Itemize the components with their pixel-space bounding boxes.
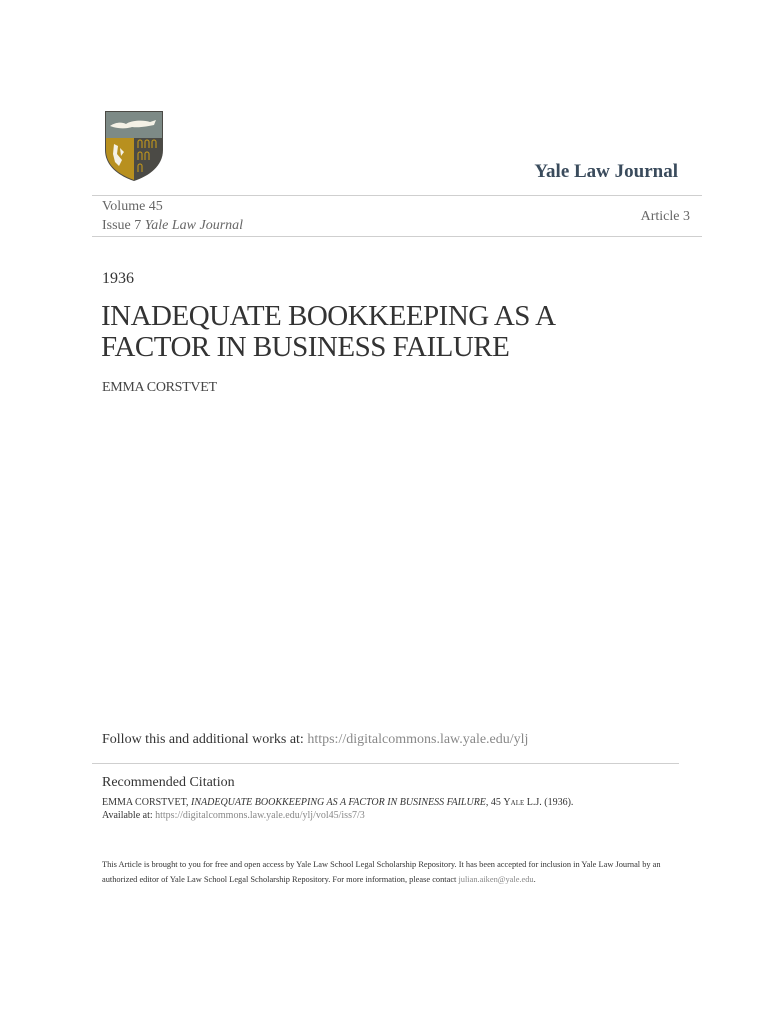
- citation-title: INADEQUATE BOOKKEEPING AS A FACTOR IN BUSINESS FAILURE: [191, 797, 486, 808]
- follow-text: Follow this and additional works at:: [102, 732, 304, 747]
- recommended-citation-heading: Recommended Citation: [102, 775, 235, 790]
- citation-author: EMMA CORSTVET,: [102, 797, 189, 808]
- citation-line: [102, 796, 702, 809]
- citation-journal: Yale: [503, 797, 525, 808]
- yale-law-shield-icon: [104, 110, 164, 182]
- publication-year: 1936: [102, 270, 134, 287]
- article-label: Article 3: [640, 209, 690, 224]
- available-label: Available at:: [102, 810, 153, 821]
- available-line: [102, 809, 702, 822]
- notice-text: This Article is brought to you for free and open access by Yale Law School Legal Scholarship Repository. It has been accepted for inclusion in Yale Law Journal by an authorized editor of Yale Law School Legal Scholarship Repository. For more information, please contact: [102, 860, 661, 884]
- contact-email-link[interactable]: julian.aiken@yale.edu: [458, 874, 534, 884]
- article-title: INADEQUATE BOOKKEEPING AS A FACTOR IN BUSINESS FAILURE: [101, 300, 554, 363]
- journal-name: Yale Law Journal: [534, 161, 678, 182]
- volume-label: Volume 45: [102, 199, 163, 214]
- citation-divider: [92, 763, 679, 764]
- notice-end: .: [533, 874, 536, 884]
- article-author: EMMA CORSTVET: [102, 380, 217, 395]
- follow-line: [102, 732, 528, 748]
- issue-journal: Yale Law Journal: [144, 218, 244, 233]
- issue-number: Issue 7: [102, 218, 142, 233]
- citation-tail: L.J. (1936).: [526, 797, 574, 808]
- issue-label: [102, 218, 243, 234]
- follow-link[interactable]: https://digitalcommons.law.yale.edu/ylj: [307, 732, 529, 747]
- header-divider-top: [92, 195, 702, 196]
- access-notice: [102, 858, 682, 887]
- citation-volume: , 45: [485, 797, 501, 808]
- citation-block: [102, 796, 702, 822]
- header-divider-bottom: [92, 236, 702, 237]
- available-link[interactable]: https://digitalcommons.law.yale.edu/ylj/vol45/iss7/3: [155, 810, 365, 821]
